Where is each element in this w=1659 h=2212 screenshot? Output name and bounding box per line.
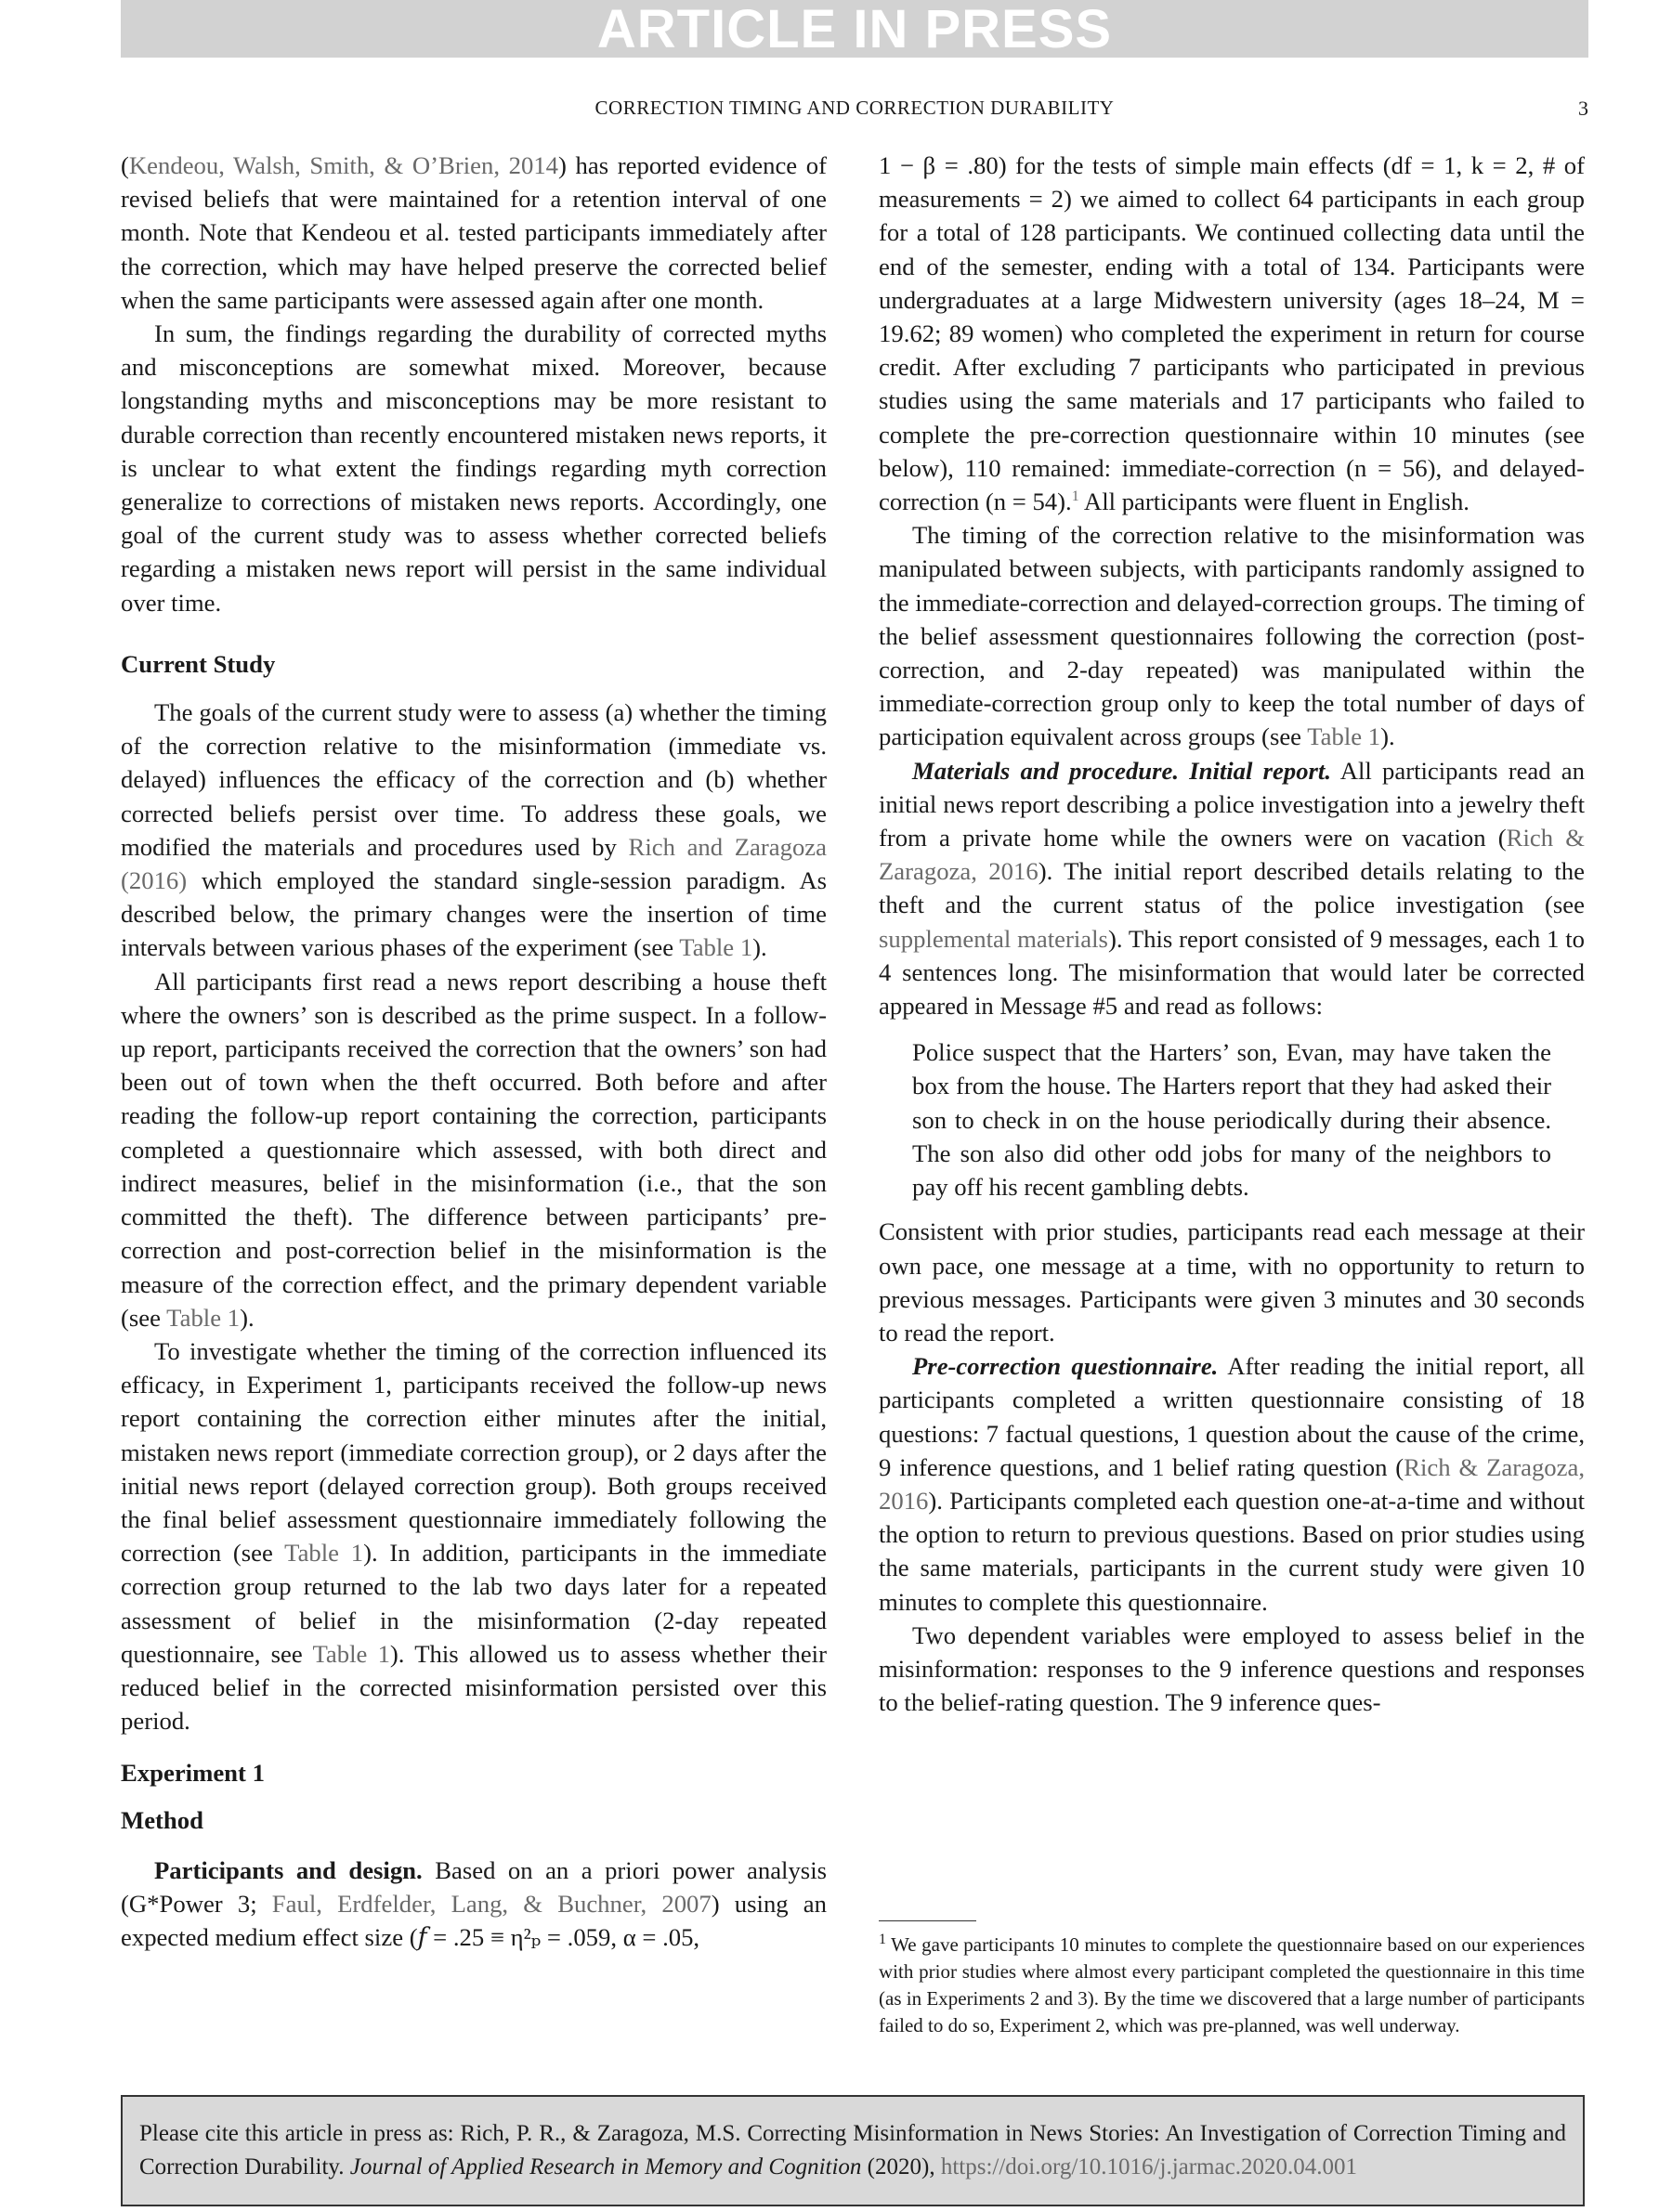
section-heading: Method	[121, 1805, 203, 1834]
citation-link[interactable]: Rich & Zaragoza, 2016	[879, 824, 1585, 886]
paragraph: The timing of the correction relative to the misinformation was manipulated between subjects, with participants randomly assigned to the immediate-correction and delayed-correction groups. The timing of the belief assessment questionnaires following the correction (post-correction, and 2-day repeated) was manipulated within the immediate-correction group only to keep the total number of days of participation equivalent across groups (see Table 1).	[879, 521, 1585, 751]
paragraph: Pre-correction questionnaire. After reading the initial report, all participants completed a written questionnaire consisting of 18 questions: 7 factual questions, 1 question about the cause of the crime, 9 inference questions, and 1 belief rating question (Rich & Zaragoza, 2016). Participants completed each question one-at-a-time and without the option to return to previous questions. Based on prior studies using the same materials, participants in the current study were given 10 minutes to complete this questionnaire.	[879, 1352, 1586, 1616]
page-number: 3	[1578, 97, 1588, 120]
article-in-press-banner: ARTICLE IN PRESS	[121, 0, 1588, 58]
footnote-rule	[879, 1920, 976, 1921]
right-column	[879, 149, 1585, 1719]
doi-link[interactable]: https://doi.org/10.1016/j.jarmac.2020.04.001	[940, 2154, 1357, 2179]
run-in-heading: Pre-correction questionnaire.	[912, 1352, 1219, 1381]
citation-link[interactable]: Rich & Zaragoza, 2016	[879, 1452, 1586, 1515]
table-link[interactable]: Table 1	[1307, 722, 1381, 751]
citation-link[interactable]: Kendeou, Walsh, Smith, & O’Brien, 2014	[128, 151, 559, 179]
running-head: CORRECTION TIMING AND CORRECTION DURABILITY	[594, 97, 1115, 119]
left-column	[121, 149, 827, 1954]
footnote-marker[interactable]: 1	[1071, 488, 1079, 505]
table-link[interactable]: Table 1	[166, 1303, 241, 1332]
paragraph: In sum, the findings regarding the durability of corrected myths and misconceptions are somewhat mixed. Moreover, because longstanding myths and misconceptions may be more resistant to durable correction than recently encountered mistaken news reports, it is unclear to what extent the findings regarding myth correction generalize to corrections of mistaken news reports. Accordingly, one goal of the current study was to assess whether corrected beliefs regarding a mistaken news report will persist in the same individual over time.	[121, 319, 827, 617]
footnote: $^1$ We gave participants 10 minutes to complete the questionnaire based on our experiences with prior studies where almost every participant completed the questionnaire in this time (as in Experiments 2 and 3). By the time we discovered that a large number of participants failed to do so, Experiment 2, which was pre-planned, was well underway.	[879, 1932, 1586, 2036]
footnote-number: 1	[879, 1932, 886, 1947]
paragraph: (Kendeou, Walsh, Smith, & O’Brien, 2014) has reported evidence of revised beliefs that were maintained for a retention interval of one month. Note that Kendeou et al. tested participants immediately after the correction, which may have helped preserve the corrected belief when the same participants were assessed again after one month.	[121, 151, 827, 314]
journal-name: Journal of Applied Research in Memory and Cognition	[349, 2154, 862, 2179]
supplemental-link[interactable]: supplemental materials	[879, 924, 1108, 953]
block-quote: Police suspect that the Harters’ son, Evan, may have taken the box from the house. The Harters report that they had asked their son to check in on the house periodically during their absence. The son also did other odd jobs for many of the neighbors to pay off his recent gambling debts.	[912, 1038, 1551, 1202]
paragraph: 1 − β = .80) for the tests of simple main effects (df = 1, k = 2, # of measurements = 2) we aimed to collect 64 participants in each group for a total of 128 participants. We continued collecting data until the end of the semester, ending with a total of 134. Participants were undergraduates at a large Midwestern university (ages 18–24, M = 19.62; 89 women) who completed the experiment in return for course credit. After excluding 7 participants who participated in previous studies using the same materials and 17 participants who failed to complete the pre-correction questionnaire within 10 minutes (see below), 110 remained: immediate-correction (n = 56), and delayed-correction (n = 54).$^1$ All participants were fluent in English.	[879, 151, 1585, 516]
paragraph: Consistent with prior studies, participants read each message at their own pace, one message at a time, with no opportunity to return to previous messages. Participants were given 3 minutes and 30 seconds to read the report.	[879, 1217, 1585, 1347]
run-in-heading: Participants and design.	[154, 1855, 423, 1884]
citation-link[interactable]: Faul, Erdfelder, Lang, & Buchner, 2007	[271, 1889, 712, 1918]
table-link[interactable]: Table 1	[312, 1639, 390, 1668]
paragraph: Two dependent variables were employed to assess belief in the misinformation: responses to the 9 inference questions and responses to the belief-rating question. The 9 inference ques-	[879, 1620, 1585, 1717]
citation-link[interactable]: Rich and Zaragoza (2016)	[121, 832, 828, 895]
paragraph: Materials and procedure. Initial report. All participants read an initial news report describing a police investigation into a jewelry theft from a private home while the owners were on vacation (Rich & Zaragoza, 2016). The initial report described details relating to the theft and the current status of the police investigation (see supplemental materials). This report consisted of 9 messages, each 1 to 4 sentences long. The misinformation that would later be corrected appeared in Message #5 and read as follows:	[879, 756, 1586, 1021]
citation-box: Please cite this article in press as: Rich, P. R., & Zaragoza, M.S. Correcting Misinformation in News Stories: An Investigation of Correction Timing and Correction Durability. Journal of Applied Research in Memory and Cognition (2020), https://doi.org/10.1016/j.jarmac.2020.04.001	[121, 2095, 1585, 2206]
paragraph: Participants and design. Based on an a priori power analysis (G*Power 3; Faul, Erdfelder, Lang, & Buchner, 2007) using an expected medium effect size (𝑓 = .25 ≡ η²ₚ = .059, α = .05,	[121, 1855, 827, 1952]
table-link[interactable]: Table 1	[284, 1539, 364, 1568]
paragraph: To investigate whether the timing of the correction influenced its efficacy, in Experiment 1, participants received the follow-up news report containing the correction either minutes after the initial, mistaken news report (immediate correction group), or 2 days after the initial news report (delayed correction group). Both groups received the final belief assessment questionnaire immediately following the correction (see Table 1). In addition, participants in the immediate correction group returned to the lab two days later for a repeated assessment of belief in the misinformation (2-day repeated questionnaire, see Table 1). This allowed us to assess whether their reduced belief in the corrected misinformation persisted over this period.	[121, 1336, 827, 1736]
paragraph: All participants first read a news report describing a house theft where the owners’ son is described as the prime suspect. In a follow-up report, participants received the correction that the owners’ son had been out of town when the theft occurred. Both before and after reading the follow-up report containing the correction, participants completed a questionnaire which assessed, with both direct and indirect measures, belief in the misinformation (i.e., that the son committed the theft). The difference between participants’ pre-correction and post-correction belief in the misinformation is the measure of the correction effect, and the primary dependent variable (see Table 1).	[121, 967, 827, 1332]
section-heading: Current Study	[121, 649, 276, 678]
section-heading: Experiment 1	[121, 1759, 265, 1788]
run-in-heading: Materials and procedure. Initial report.	[912, 756, 1332, 785]
table-link[interactable]: Table 1	[679, 933, 753, 962]
paragraph: The goals of the current study were to assess (a) whether the timing of the correction relative to the misinformation (immediate vs. delayed) influences the efficacy of the correction and (b) whether corrected beliefs persist over time. To address these goals, we modified the materials and procedures used by Rich and Zaragoza (2016) which employed the standard single-session paradigm. As described below, the primary changes were the insertion of time intervals between various phases of the experiment (see Table 1).	[121, 698, 828, 962]
